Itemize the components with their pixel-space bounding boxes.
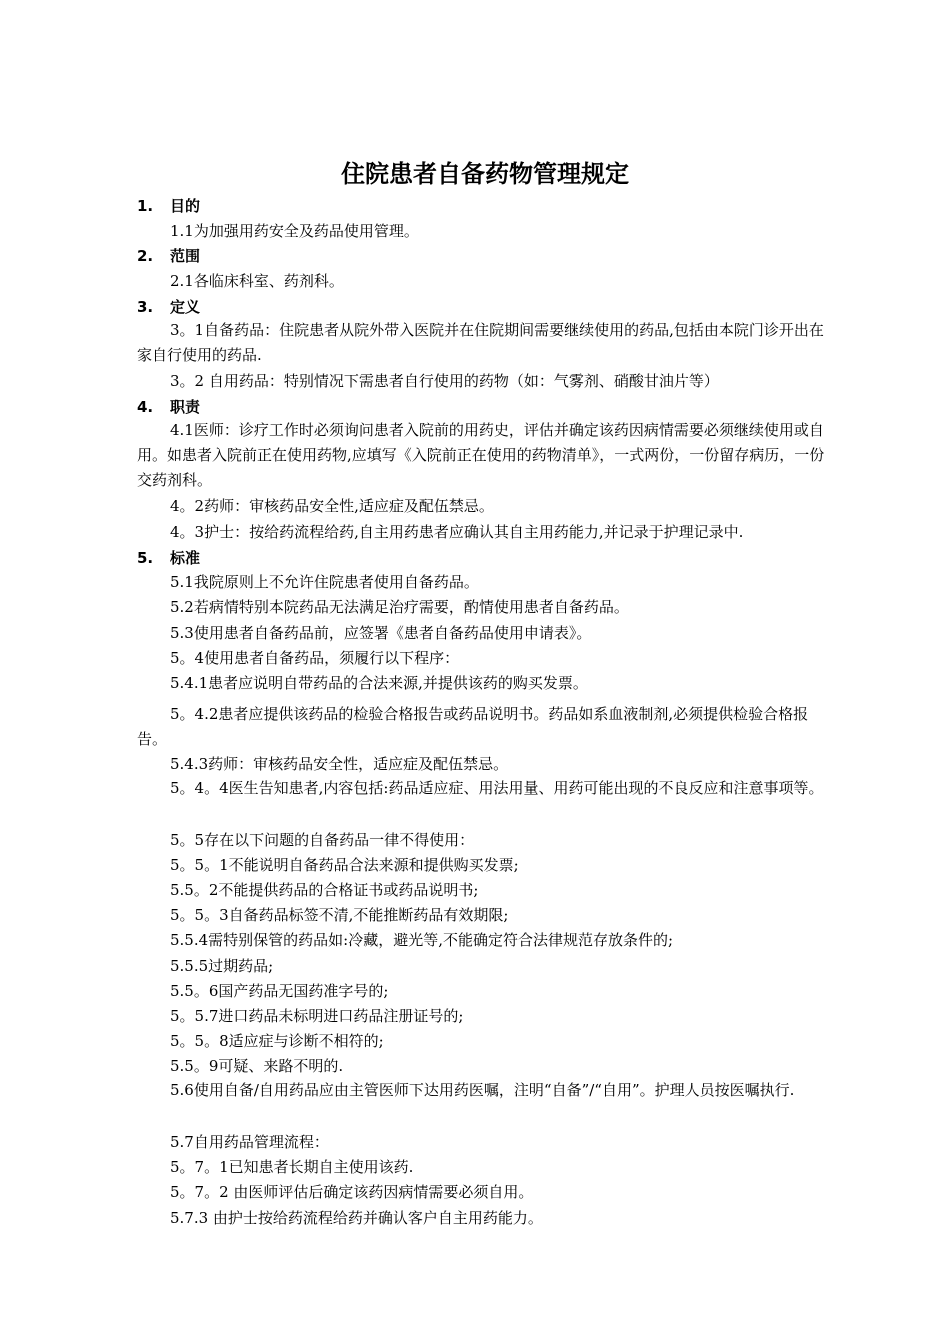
list-item: 5.7.3 由护士按给药流程给药并确认客户自主用药能力。 [170, 1209, 543, 1227]
list-item: 1.1为加强用药安全及药品使用管理。 [170, 222, 419, 240]
list-item: 5.7自用药品管理流程： [170, 1133, 329, 1151]
list-item: 5.5。6国产药品无国药准字号的; [170, 982, 389, 1000]
section-title: 职责 [170, 398, 201, 416]
list-item: 4。3护士：按给药流程给药,自主用药患者应确认其自主用药能力,并记录于护理记录中. [170, 523, 744, 541]
section-number: 5. [137, 549, 154, 567]
list-item: 5。5。1不能说明自备药品合法来源和提供购买发票; [170, 856, 519, 874]
paragraph: 4.1医师：诊疗工作时必须询问患者入院前的用药史，评估并确定该药因病情需要必须继续使用或自用。如患者入院前正在使用药物,应填写《入院前正在使用的药物清单》，一式两份，一份留存病历，一份交药剂科。 [137, 421, 825, 489]
section-heading-scope [137, 246, 837, 266]
section-number: 1. [137, 197, 154, 215]
list-item: 5。5.7进口药品未标明进口药品注册证号的; [170, 1007, 464, 1025]
document-title: 住院患者自备药物管理规定 [341, 160, 629, 188]
list-item: 5.4.3药师：审核药品安全性，适应症及配伍禁忌。 [170, 755, 509, 773]
section-title: 范围 [170, 247, 201, 265]
section-title: 标准 [170, 549, 201, 567]
list-item: 5.1我院原则上不允许住院患者使用自备药品。 [170, 573, 479, 591]
list-item: 5.5.5过期药品; [170, 957, 274, 975]
list-item: 5。5。3自备药品标签不清,不能推断药品有效期限; [170, 906, 509, 924]
list-item: 5。7。2 由医师评估后确定该药因病情需要必须自用。 [170, 1183, 534, 1201]
list-item: 5.5.4需特别保管的药品如:冷藏，避光等,不能确定符合法律规范存放条件的; [170, 931, 674, 949]
section-heading-purpose [137, 196, 837, 216]
section-heading-duties [137, 397, 837, 417]
section-title: 目的 [170, 197, 201, 215]
section-heading-standards [137, 548, 837, 568]
paragraph: 5。4.2患者应提供该药品的检验合格报告或药品说明书。药品如系血液制剂,必须提供检验合格报告。 [137, 705, 809, 748]
list-item: 5.5。9可疑、来路不明的. [170, 1057, 344, 1075]
list-item: 5.4.1患者应说明自带药品的合法来源,并提供该药的购买发票。 [170, 674, 588, 692]
list-item: 5。5。8适应症与诊断不相符的; [170, 1032, 384, 1050]
list-item: 5.2若病情特别本院药品无法满足治疗需要，酌情使用患者自备药品。 [170, 598, 629, 616]
section-number: 2. [137, 247, 154, 265]
section-number: 3. [137, 298, 154, 316]
list-item: 2.1各临床科室、药剂科。 [170, 272, 344, 290]
list-item: 5.3使用患者自备药品前，应签署《患者自备药品使用申请表》。 [170, 624, 592, 642]
paragraph: 5。4。4医生告知患者,内容包括:药品适应症、用法用量、用药可能出现的不良反应和注意事项等。 [170, 779, 824, 797]
list-item: 5.5。2不能提供药品的合格证书或药品说明书; [170, 881, 479, 899]
section-heading-definition [137, 297, 837, 317]
list-item: 5。4使用患者自备药品，须履行以下程序： [170, 649, 460, 667]
list-item: 3。2 自用药品：特别情况下需患者自行使用的药物（如：气雾剂、硝酸甘油片等） [170, 372, 719, 390]
section-number: 4. [137, 398, 154, 416]
section-title: 定义 [170, 298, 201, 316]
paragraph: 5.6使用自备/自用药品应由主管医师下达用药医嘱，注明“自备”/“自用”。护理人员按医嘱执行. [170, 1081, 795, 1099]
list-item: 5。5存在以下问题的自备药品一律不得使用： [170, 831, 475, 849]
paragraph: 3。1自备药品：住院患者从院外带入医院并在住院期间需要继续使用的药品,包括由本院门诊开出在家自行使用的药品. [137, 321, 824, 364]
list-item: 4。2药师：审核药品安全性,适应症及配伍禁忌。 [170, 497, 494, 515]
list-item: 5。7。1已知患者长期自主使用该药. [170, 1158, 414, 1176]
